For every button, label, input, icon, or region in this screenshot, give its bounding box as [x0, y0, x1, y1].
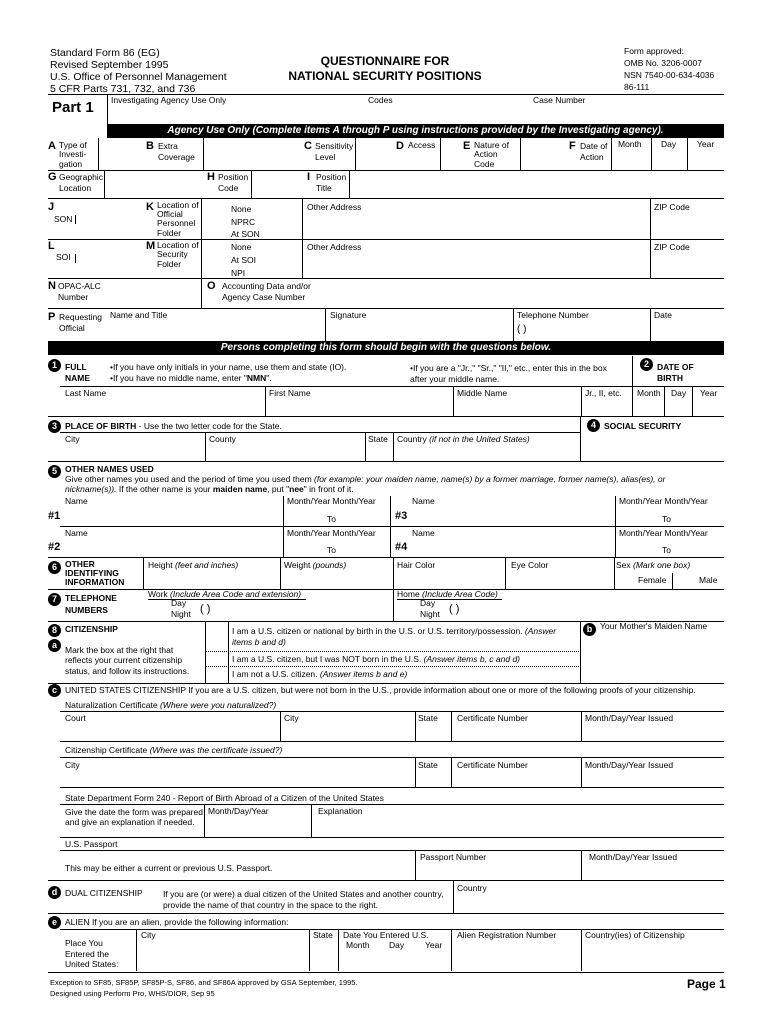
item-p-label: Requesting Official	[59, 312, 103, 334]
q5-to-1: To	[327, 514, 336, 524]
q5-name-2: Name	[65, 528, 88, 538]
q6-weight: Weight (pounds)	[284, 560, 347, 570]
footer-exception: Exception to SF85, SF85P, SF85P-S, SF86, and SF86A approved by GSA September, 1995.	[50, 978, 358, 987]
q5-label: OTHER NAMES USED	[65, 464, 154, 474]
item-c-label: Sensitivity Level	[315, 141, 354, 163]
q8e-city: City	[141, 930, 156, 940]
footer-designed: Designed using Perform Pro, WHS/DIOR, Sep 95	[50, 989, 215, 998]
q3-county: County	[209, 434, 236, 444]
q1-label-line2: NAME	[65, 373, 91, 383]
form-number: 86-111	[624, 82, 650, 92]
q8e-date-entered: Date You Entered U.S.	[343, 930, 429, 940]
q8c-cert-number-2: Certificate Number	[457, 760, 528, 770]
q8c-mdy: Month/Day/Year	[208, 806, 269, 816]
q1-bullet1: •If you have only initials in your name, use them and state (IO).	[110, 362, 347, 372]
item-i-label: Position Title	[316, 172, 347, 194]
q7-home-night: Night	[420, 609, 440, 619]
q8e-heading: ALIEN If you are an alien, provide the following information:	[65, 917, 289, 927]
revision-line: Revised September 1995	[50, 59, 169, 71]
q7-home-day: Day	[420, 598, 436, 608]
q2-number: 2	[640, 358, 653, 371]
k-nprc[interactable]: NPRC	[231, 217, 256, 227]
q5-month-year-3: Month/Year Month/Year	[619, 496, 708, 506]
q7-label-line2: NUMBERS	[65, 605, 108, 615]
item-f: F	[569, 140, 576, 152]
q3-state: State	[368, 434, 388, 444]
q5-entry-1: #1	[48, 510, 61, 522]
m-other-address: Other Address	[307, 242, 362, 252]
q8e-state: State	[313, 930, 333, 940]
q1-bullet3: •If you are a "Jr.," "Sr.," "II," etc., enter this in the box after your middle name.	[410, 363, 607, 385]
q1-label-line1: FULL	[65, 362, 87, 372]
j-son: SON	[54, 214, 73, 224]
q6-number: 6	[48, 561, 61, 574]
q8c-explanation: Explanation	[318, 806, 363, 816]
q4-label: SOCIAL SECURITY	[604, 421, 682, 431]
q6-height: Height (feet and inches)	[148, 560, 239, 570]
q8c-cert-number-1: Certificate Number	[457, 713, 528, 723]
m-zip-code: ZIP Code	[654, 242, 690, 252]
q5-month-year-2: Month/Year Month/Year	[287, 528, 376, 538]
q8c-heading: UNITED STATES CITIZENSHIP If you are a U.S. citizen, but were not born in the U.S., provide information about one or more of the following proofs of your citizenship.	[65, 685, 696, 695]
q2-label-line2: BIRTH	[657, 373, 683, 383]
item-h-label: Position Code	[218, 172, 249, 194]
q8e-place: Place You Entered the United States:	[65, 938, 119, 970]
q1-bullet2: •If you have no middle name, enter "NMN".	[110, 373, 272, 383]
q5-to-2: To	[327, 545, 336, 555]
q6-label-line2: IDENTIFYING	[65, 568, 119, 578]
persons-bar: Persons completing this form should begin with the questions below.	[48, 341, 724, 355]
q5-name-4: Name	[412, 528, 435, 538]
q5-entry-4: #4	[395, 541, 408, 553]
q8c-issued-2: Month/Day/Year Issued	[585, 760, 674, 770]
f-year: Year	[697, 139, 715, 149]
item-n: N	[48, 280, 56, 292]
q7-work-day: Day	[171, 598, 187, 608]
p-date: Date	[654, 310, 672, 320]
p-name-title: Name and Title	[110, 310, 168, 320]
q8c-give-date: Give the date the form was prepared and give an explanation if needed.	[65, 807, 203, 828]
nsn-number: NSN 7540-00-634-4036	[624, 70, 715, 80]
item-f-label: Date of Action	[580, 141, 608, 163]
item-n-label: OPAC-ALC Number	[58, 281, 101, 303]
q8a-option2[interactable]: I am a U.S. citizen, but I was NOT born in the U.S. (Answer items b, c and d)	[232, 654, 521, 664]
q8e-day: Day	[389, 940, 405, 950]
q3-city: City	[65, 434, 80, 444]
q7-home: Home (Include Area Code)	[397, 589, 498, 599]
item-m-label: Location of Security Folder	[157, 240, 199, 269]
m-none[interactable]: None	[231, 242, 252, 252]
q2-day: Day	[671, 388, 687, 398]
q8a-text: Mark the box at the right that reflects your current citizenship status, and follow its instructions.	[65, 645, 190, 676]
q6-hair-color: Hair Color	[397, 560, 436, 570]
q8e-countries: Country(ies) of Citizenship	[585, 930, 685, 940]
item-a: A	[48, 140, 56, 152]
q5-name-1: Name	[65, 496, 88, 506]
k-at-son[interactable]: At SON	[231, 229, 260, 239]
q8a-option3[interactable]: I am not a U.S. citizen. (Answer items b and e)	[232, 669, 408, 679]
q6-label-line3: INFORMATION	[65, 577, 125, 587]
q8c-issued-1: Month/Day/Year Issued	[585, 713, 674, 723]
q1-number: 1	[48, 359, 61, 372]
p-phone-parens: ( )	[517, 324, 527, 335]
k-zip-code: ZIP Code	[654, 202, 690, 212]
q8c-sdf240: State Department Form 240 - Report of Birth Abroad of a Citizen of the United States	[65, 793, 384, 803]
q5-month-year-1: Month/Year Month/Year	[287, 496, 376, 506]
item-b: B	[146, 140, 154, 152]
q8b-letter: b	[583, 623, 596, 636]
agency-line: U.S. Office of Personnel Management	[50, 71, 227, 83]
page-number: Page 1	[687, 977, 726, 991]
q1-last-name: Last Name	[65, 388, 107, 398]
case-number-label: Case Number	[533, 95, 586, 105]
q8d-label: DUAL CITIZENSHIP	[65, 888, 143, 898]
q4-number: 4	[587, 419, 600, 432]
q2-label-line1: DATE OF	[657, 362, 694, 372]
q5-desc2: nickname(s)). If the other name is your maiden name, put "nee" in front of it.	[65, 484, 354, 494]
q8b-label: Your Mother's Maiden Name	[600, 621, 708, 631]
q7-home-parens: ( )	[449, 603, 460, 615]
q8d-country: Country	[457, 883, 487, 893]
q6-eye-color: Eye Color	[511, 560, 549, 570]
item-h: H	[207, 171, 215, 183]
item-k: K	[146, 201, 154, 213]
omb-number: OMB No. 3206-0007	[624, 58, 702, 68]
item-d: D	[396, 140, 404, 152]
approval-line: Form approved:	[624, 46, 684, 56]
q1-middle-name: Middle Name	[457, 388, 508, 398]
item-l: L	[48, 240, 55, 252]
item-c: C	[304, 140, 312, 152]
k-other-address: Other Address	[307, 202, 362, 212]
q8c-state-2: State	[418, 760, 438, 770]
q8c-city-2: City	[65, 760, 80, 770]
q6-sex: Sex (Mark one box)	[616, 560, 691, 570]
q8a-option1[interactable]: I am a U.S. citizen or national by birth in the U.S. or U.S. territory/possession. (Answer items b and d)	[232, 626, 557, 647]
q6-male[interactable]: Male	[699, 575, 718, 585]
q5-desc1: Give other names you used and the period of time you used them (for example: your maiden name, name(s) by a former marriage, former name(s), alias(es), or	[65, 474, 666, 484]
q1-suffix: Jr., II, etc.	[585, 388, 622, 398]
q5-name-3: Name	[412, 496, 435, 506]
ia-use-label: Investigating Agency Use Only	[111, 95, 227, 105]
form-id-line: Standard Form 86 (EG)	[50, 47, 160, 59]
q2-month: Month	[637, 388, 661, 398]
m-at-soi[interactable]: At SOI	[231, 255, 257, 265]
f-month: Month	[618, 139, 642, 149]
item-o: O	[207, 280, 216, 292]
item-a-label: Type of Investi- gation	[59, 140, 87, 169]
q8c-passport: U.S. Passport	[65, 839, 118, 849]
item-b-label: Extra Coverage	[158, 141, 195, 163]
q8e-alien-reg: Alien Registration Number	[457, 930, 557, 940]
q7-number: 7	[48, 593, 61, 606]
q8c-city-1: City	[284, 713, 299, 723]
item-k-label: Location of Official Personnel Folder	[157, 200, 199, 238]
q8e-year: Year	[425, 940, 443, 950]
q8c-court: Court	[65, 713, 86, 723]
q6-label-line1: OTHER	[65, 559, 95, 569]
q5-number: 5	[48, 465, 61, 478]
q6-female[interactable]: Female	[638, 575, 667, 585]
form-title-line1: QUESTIONNAIRE FOR	[320, 54, 450, 68]
l-soi: SOI	[56, 252, 71, 262]
q5-to-3: To	[662, 514, 671, 524]
cfr-line: 5 CFR Parts 731, 732, and 736	[50, 83, 196, 95]
item-e: E	[463, 140, 471, 152]
q8c-nat-cert: Naturalization Certificate (Where were you naturalized?)	[65, 700, 277, 710]
item-p: P	[48, 311, 56, 323]
q8c-letter: c	[48, 684, 61, 697]
q8e-letter: e	[48, 916, 61, 929]
q8-number: 8	[48, 624, 61, 637]
q8-label: CITIZENSHIP	[65, 624, 118, 634]
q3-label: PLACE OF BIRTH - Use the two letter code for the State.	[65, 421, 282, 431]
q8c-cit-cert: Citizenship Certificate (Where was the certificate issued?)	[65, 745, 283, 755]
p-signature: Signature	[330, 310, 367, 320]
q8c-passport-note: This may be either a current or previous U.S. Passport.	[65, 863, 273, 873]
p-telephone: Telephone Number	[517, 310, 589, 320]
q8c-passport-issued: Month/Day/Year Issued	[589, 852, 678, 862]
q7-work-night: Night	[171, 609, 191, 619]
q1-first-name: First Name	[269, 388, 311, 398]
q5-to-4: To	[662, 545, 671, 555]
q8c-passport-number: Passport Number	[420, 852, 487, 862]
q8c-state-1: State	[418, 713, 438, 723]
q3-country: Country (if not in the United States)	[397, 434, 530, 444]
item-i: I	[307, 171, 311, 183]
q3-number: 3	[48, 420, 61, 433]
q7-work-parens: ( )	[200, 603, 211, 615]
m-npi[interactable]: NPI	[231, 268, 246, 278]
q7-label-line1: TELEPHONE	[65, 593, 117, 603]
k-none[interactable]: None	[231, 204, 252, 214]
form-title-line2: NATIONAL SECURITY POSITIONS	[288, 69, 482, 83]
f-day: Day	[661, 139, 677, 149]
q8d-text: If you are (or were) a dual citizen of the United States and another country, provide the name of that country in the space to the right.	[163, 889, 444, 911]
q2-year: Year	[700, 388, 718, 398]
part-label: Part 1	[52, 99, 94, 116]
codes-label: Codes	[368, 95, 393, 105]
q8e-month: Month	[346, 940, 370, 950]
item-g: G	[48, 171, 57, 183]
q8d-letter: d	[48, 886, 61, 899]
item-g-label: Geographic Location	[59, 172, 103, 194]
item-j: J	[48, 201, 55, 213]
item-o-label: Accounting Data and/or Agency Case Number	[222, 281, 311, 303]
item-m: M	[146, 240, 156, 252]
q8a-letter: a	[48, 639, 61, 652]
q5-month-year-4: Month/Year Month/Year	[619, 528, 708, 538]
q5-entry-2: #2	[48, 541, 61, 553]
item-d-label: Access	[408, 140, 436, 150]
q7-work: Work (Include Area Code and extension)	[148, 589, 302, 599]
item-e-label: Nature of Action Code	[474, 140, 509, 169]
agency-use-bar: Agency Use Only (Complete items A through P using instructions provided by the Investigating agency).	[107, 124, 724, 138]
q5-entry-3: #3	[395, 510, 408, 522]
